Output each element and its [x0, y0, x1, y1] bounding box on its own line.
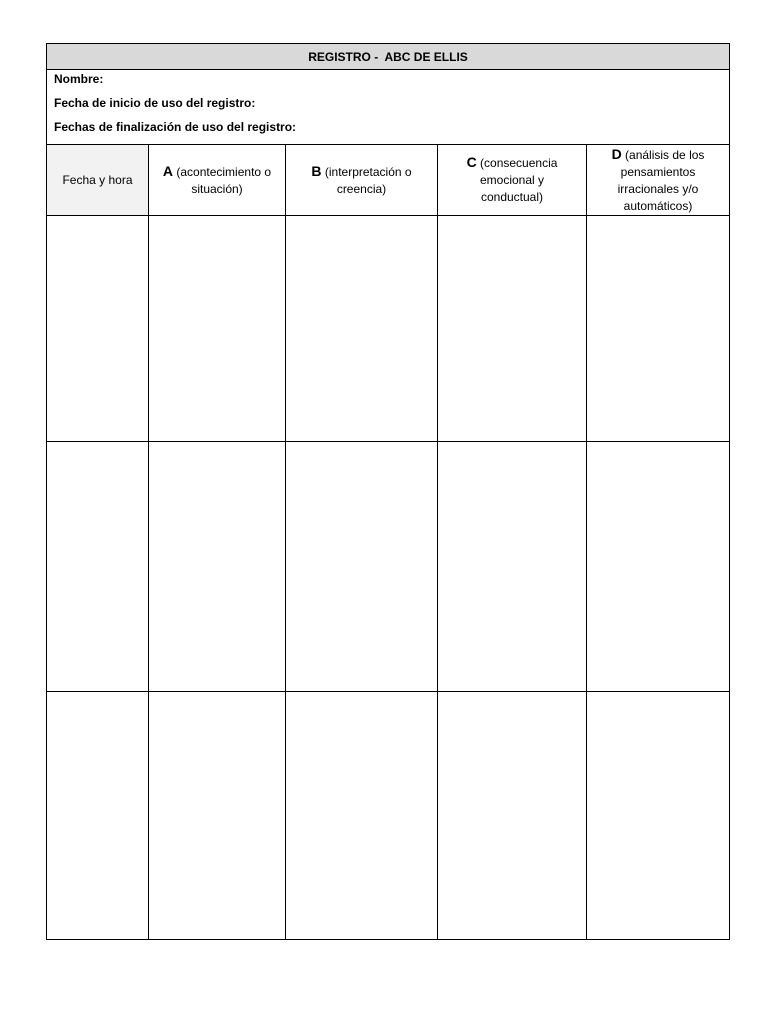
end-date-field-label[interactable]: Fechas de finalización de uso del registro: — [54, 120, 297, 134]
header-row-divider — [47, 215, 729, 216]
start-date-field-label[interactable]: Fecha de inicio de uso del registro: — [54, 96, 256, 110]
form-title: REGISTRO - ABC DE ELLIS — [47, 44, 729, 70]
column-letter-b: B — [311, 162, 322, 179]
column-divider — [285, 145, 286, 939]
column-header-c — [438, 145, 586, 215]
row-divider — [47, 441, 729, 442]
name-field-label[interactable]: Nombre: — [54, 72, 104, 86]
column-letter-c: C — [466, 154, 477, 170]
column-header-label: (interpretación o creencia) — [321, 164, 412, 196]
column-header-label: (análisis de los pensamientos irracionales y/o automáticos) — [617, 147, 705, 213]
column-divider — [586, 145, 587, 939]
column-header-label: (consecuencia emocional y conductual) — [476, 156, 558, 204]
column-header-d — [587, 145, 729, 215]
column-header-date-time — [47, 145, 148, 215]
abc-record-form — [46, 43, 730, 940]
form-info-section — [47, 70, 729, 145]
column-divider — [148, 145, 149, 939]
column-letter-d: D — [611, 145, 622, 162]
column-divider — [437, 145, 438, 939]
column-letter-a: A — [162, 162, 174, 179]
column-header-a — [149, 145, 285, 215]
column-header-label: (acontecimiento o situación) — [173, 164, 272, 196]
record-table — [47, 145, 729, 939]
column-header-label: Fecha y hora — [62, 172, 133, 187]
row-divider — [47, 691, 729, 692]
column-header-b — [286, 145, 437, 215]
